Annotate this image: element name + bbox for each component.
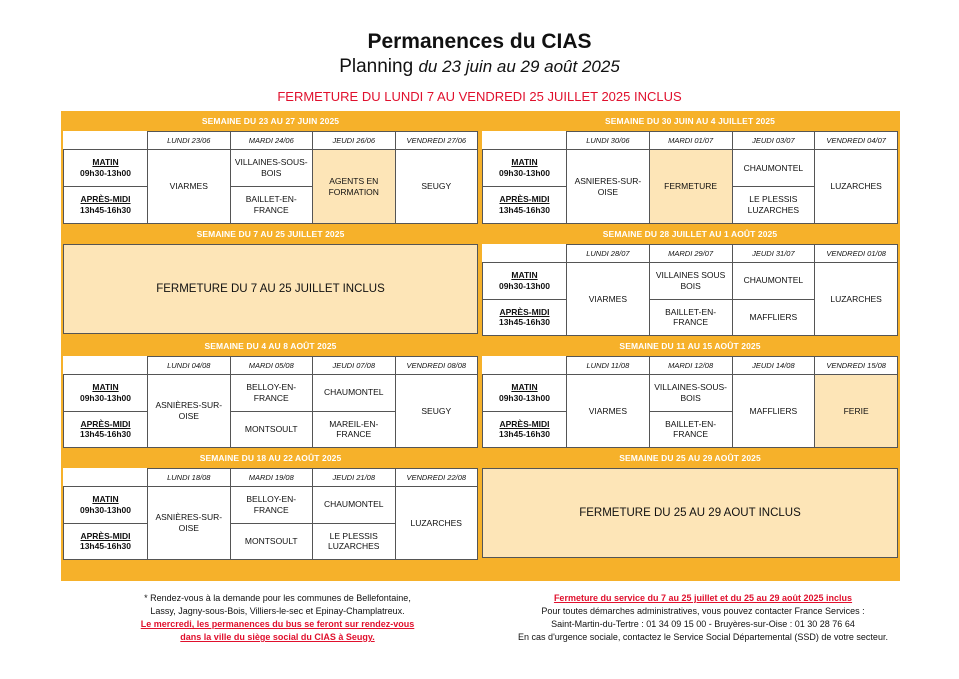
- schedule-cell: BAILLET-EN-FRANCE: [649, 411, 732, 448]
- schedule-cell-highlight: AGENTS EN FORMATION: [313, 150, 396, 224]
- week-block: [61, 111, 480, 224]
- week-block: [61, 224, 480, 336]
- slot-afternoon: APRÈS-MIDI 13h45-16h30: [64, 187, 148, 224]
- week-title: SEMAINE DU 25 AU 29 AOÛT 2025: [619, 453, 761, 463]
- week-block: [480, 448, 900, 560]
- slot-morning: MATIN 09h30-13h00: [483, 375, 567, 412]
- schedule-cell: MAFFLIERS: [732, 299, 815, 336]
- schedule-cell-highlight: FERIE: [815, 375, 898, 448]
- week-block: [61, 336, 480, 448]
- week-table: [63, 468, 478, 560]
- schedule-cell: BELLOY-EN-FRANCE: [230, 375, 313, 412]
- day-header: LUNDI 18/08: [148, 469, 231, 487]
- schedule-cell: VILLAINES SOUS BOIS: [649, 263, 732, 300]
- schedule-cell: LUZARCHES: [815, 150, 898, 224]
- france-services-contacts: Saint-Martin-du-Tertre : 01 34 09 15 00 - Bruyères-sur-Oise : 01 30 28 76 64: [551, 619, 855, 630]
- day-header: VENDREDI 15/08: [815, 357, 898, 375]
- slot-afternoon: APRÈS-MIDI 13h45-16h30: [483, 411, 567, 448]
- day-header: JEUDI 14/08: [732, 357, 815, 375]
- slot-morning: MATIN 09h30-13h00: [64, 150, 148, 187]
- slot-afternoon: APRÈS-MIDI 13h45-16h30: [64, 411, 148, 448]
- day-header: MARDI 01/07: [649, 132, 732, 150]
- slot-afternoon: APRÈS-MIDI 13h45-16h30: [64, 523, 148, 560]
- subtitle-main: Planning: [339, 56, 414, 77]
- day-header: MARDI 19/08: [230, 469, 313, 487]
- schedule-cell: LE PLESSIS LUZARCHES: [313, 523, 396, 560]
- day-header: MARDI 24/06: [230, 132, 313, 150]
- schedule-cell: BELLOY-EN-FRANCE: [230, 487, 313, 524]
- slot-morning: MATIN 09h30-13h00: [483, 263, 567, 300]
- subtitle-dates: du 23 juin au 29 août 2025: [418, 57, 620, 76]
- week-title: SEMAINE DU 11 AU 15 AOÛT 2025: [619, 341, 761, 351]
- schedule-cell: ASNIERES-SUR-OISE: [567, 150, 650, 224]
- day-header: MARDI 29/07: [649, 245, 732, 263]
- page-title: Permanences du CIAS: [367, 30, 592, 53]
- closure-box: FERMETURE DU 7 AU 25 JUILLET INCLUS: [63, 244, 478, 334]
- schedule-cell-highlight: FERMETURE: [649, 150, 732, 224]
- schedule-cell: LUZARCHES: [395, 487, 478, 560]
- day-header: LUNDI 04/08: [148, 357, 231, 375]
- week-title: SEMAINE DU 4 AU 8 AOÛT 2025: [204, 341, 337, 351]
- schedule-grid: [61, 111, 900, 581]
- slot-morning: MATIN 09h30-13h00: [64, 375, 148, 412]
- closure-notice: FERMETURE DU LUNDI 7 AU VENDREDI 25 JUILLET 2025 INCLUS: [277, 89, 682, 104]
- week-block: [480, 336, 900, 448]
- week-table: [482, 131, 898, 224]
- schedule-cell: VILLAINES-SOUS-BOIS: [230, 150, 313, 187]
- day-header: VENDREDI 08/08: [395, 357, 478, 375]
- schedule-cell: VIARMES: [567, 263, 650, 336]
- schedule-cell: ASNIÈRES-SUR-OISE: [148, 375, 231, 448]
- schedule-cell: SEUGY: [395, 150, 478, 224]
- day-header: LUNDI 28/07: [567, 245, 650, 263]
- schedule-cell: CHAUMONTEL: [313, 375, 396, 412]
- day-header: VENDREDI 04/07: [815, 132, 898, 150]
- schedule-cell: MONTSOULT: [230, 411, 313, 448]
- schedule-cell: VIARMES: [567, 375, 650, 448]
- week-block: [480, 111, 900, 224]
- schedule-cell: VIARMES: [148, 150, 231, 224]
- day-header: JEUDI 21/08: [313, 469, 396, 487]
- day-header: LUNDI 23/06: [148, 132, 231, 150]
- day-header: LUNDI 11/08: [567, 357, 650, 375]
- week-block: [61, 448, 480, 560]
- schedule-cell: VILLAINES-SOUS-BOIS: [649, 375, 732, 412]
- day-header: VENDREDI 22/08: [395, 469, 478, 487]
- week-title: SEMAINE DU 23 AU 27 JUIN 2025: [201, 116, 340, 126]
- slot-morning: MATIN 09h30-13h00: [483, 150, 567, 187]
- schedule-cell: BAILLET-EN-FRANCE: [230, 187, 313, 224]
- day-header: JEUDI 07/08: [313, 357, 396, 375]
- schedule-cell: SEUGY: [395, 375, 478, 448]
- schedule-cell: BAILLET-EN-FRANCE: [649, 299, 732, 336]
- closure-box: FERMETURE DU 25 AU 29 AOUT INCLUS: [482, 468, 898, 558]
- week-table: [482, 244, 898, 336]
- footer-right-note: Fermeture du service du 7 au 25 juillet et du 25 au 29 août 2025 inclus Pour toutes démarches administratives, vous pouvez contacter France Services : Saint-Martin-du-Tertre : 01 34 09 15 00 - Bruyères-sur-Oise : 01 30 28 76 64 En cas d'urgence sociale, contactez le Service Social Départemental (SSD) de votre secteur.: [478, 592, 928, 644]
- day-header: VENDREDI 01/08: [815, 245, 898, 263]
- day-header: MARDI 12/08: [649, 357, 732, 375]
- day-header: JEUDI 26/06: [313, 132, 396, 150]
- schedule-cell: CHAUMONTEL: [732, 150, 815, 187]
- week-table: [482, 356, 898, 448]
- schedule-cell: MAREIL-EN-FRANCE: [313, 411, 396, 448]
- day-header: JEUDI 03/07: [732, 132, 815, 150]
- week-table: [63, 131, 478, 224]
- page-subtitle: [0, 56, 959, 78]
- week-title: SEMAINE DU 28 JUILLET AU 1 AOÛT 2025: [602, 229, 778, 239]
- week-title: SEMAINE DU 18 AU 22 AOÛT 2025: [199, 453, 342, 463]
- schedule-cell: MONTSOULT: [230, 523, 313, 560]
- day-header: MARDI 05/08: [230, 357, 313, 375]
- schedule-cell: LE PLESSIS LUZARCHES: [732, 187, 815, 224]
- week-table: [63, 356, 478, 448]
- slot-afternoon: APRÈS-MIDI 13h45-16h30: [483, 187, 567, 224]
- schedule-cell: LUZARCHES: [815, 263, 898, 336]
- slot-afternoon: APRÈS-MIDI 13h45-16h30: [483, 299, 567, 336]
- footer-left-note: * Rendez-vous à la demande pour les communes de Bellefontaine, Lassy, Jagny-sous-Bois, Villiers-le-sec et Epinay-Champlatreux. Le mercredi, les permanences du bus se feront sur rendez-vous dans la ville du siège social du CIAS à Seugy.: [100, 592, 455, 644]
- schedule-cell: CHAUMONTEL: [313, 487, 396, 524]
- wednesday-note: Le mercredi, les permanences du bus se feront sur rendez-vous: [140, 619, 415, 630]
- week-title: SEMAINE DU 7 AU 25 JUILLET 2025: [196, 229, 345, 239]
- day-header: LUNDI 30/06: [567, 132, 650, 150]
- schedule-cell: ASNIÈRES-SUR-OISE: [148, 487, 231, 560]
- day-header: VENDREDI 27/06: [395, 132, 478, 150]
- service-closure-note: Fermeture du service du 7 au 25 juillet et du 25 au 29 août 2025 inclus: [553, 593, 853, 603]
- wednesday-note-2: dans la ville du siège social du CIAS à Seugy.: [180, 632, 375, 643]
- week-title: SEMAINE DU 30 JUIN AU 4 JUILLET 2025: [604, 116, 776, 126]
- schedule-cell: CHAUMONTEL: [732, 263, 815, 300]
- week-block: [480, 224, 900, 336]
- day-header: JEUDI 31/07: [732, 245, 815, 263]
- schedule-cell: MAFFLIERS: [732, 375, 815, 448]
- slot-morning: MATIN 09h30-13h00: [64, 487, 148, 524]
